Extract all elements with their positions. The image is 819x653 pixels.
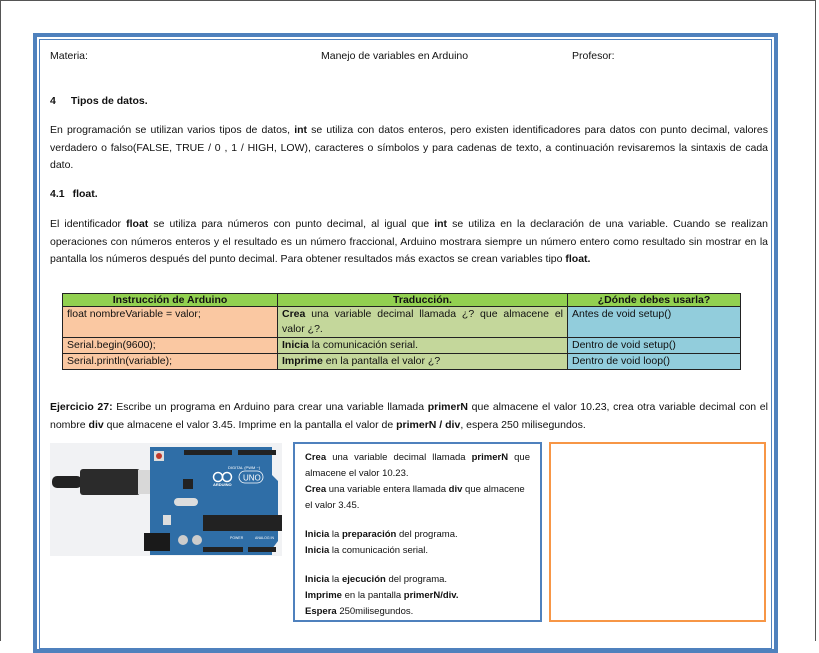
table-header-row <box>63 294 741 307</box>
document-title: Manejo de variables en Arduino <box>321 50 469 62</box>
profesor-label: Profesor: <box>572 50 615 62</box>
translation-cell: Imprime en la pantalla el valor ¿? <box>278 354 568 370</box>
materia-label: Materia: <box>50 50 88 62</box>
instruction-cell: Serial.println(variable); <box>63 354 278 370</box>
translation-cell: Crea una variable decimal llamada ¿? que almacene el valor ¿?. <box>278 307 568 338</box>
instruction-cell: Serial.begin(9600); <box>63 338 278 354</box>
digital-label: DIGITAL (PWM ~) <box>228 465 261 470</box>
table-row <box>63 307 741 338</box>
column-header: Traducción. <box>278 294 568 307</box>
where-cell: Antes de void setup() <box>568 307 741 338</box>
uno-label: UNO <box>243 473 261 483</box>
table-row <box>63 338 741 354</box>
section-41-heading: 4.1 float. <box>50 188 98 200</box>
arduino-uno-image <box>50 443 282 556</box>
column-header: Instrucción de Arduino <box>63 294 278 307</box>
steps-textbox: Crea una variable decimal llamada primerN que almacene el valor 10.23. Crea una variable entera llamada div que almacene el valor 3.45. Inicia la preparación del programa. Inicia la comunicación serial. Inicia la ejecución del programa. Imprime en la pantalla primerN/div. Espera 250milisegundos. <box>293 442 542 622</box>
instruction-cell: float nombreVariable = valor; <box>63 307 278 338</box>
table-row <box>63 354 741 370</box>
where-cell: Dentro de void setup() <box>568 338 741 354</box>
exercise-paragraph: Ejercicio 27: Escribe un programa en Arduino para crear una variable llamada primerN que almacene el valor 10.23, crea otra variable decimal con el nombre div que almacene el valor 3.45. Imprime en la pantalla el valor de primerN / div, espera 250 milisegundos. <box>50 401 768 431</box>
power-label: POWER <box>230 536 244 540</box>
analog-label: ANALOG IN <box>255 536 275 540</box>
instruction-table <box>62 293 741 370</box>
where-cell: Dentro de void loop() <box>568 354 741 370</box>
intro-paragraph: En programación se utilizan varios tipos de datos, int se utiliza con datos enteros, pero existen identificadores para datos con punto decimal, valores verdadero o falso(FALSE, TRUE / 0 , 1 / HIGH, LOW), caracteres o símbolos y para cadenas de texto, a continuación revisaremos la sintaxis de cada dato. <box>50 124 768 171</box>
answer-box <box>549 442 766 622</box>
arduino-logo: ARDUINO <box>213 482 232 487</box>
column-header: ¿Dónde debes usarla? <box>568 294 741 307</box>
float-paragraph: El identificador float se utiliza para números con punto decimal, al igual que int se utiliza en la declaración de una variable. Cuando se realizan operaciones con números enteros y el resultado es un número fraccional, Arduino mostrara siempre un número entero como resultado sin mostrar en la pantalla los números después del punto decimal. Para obtener resultados más exactos se crean variables tipo float. <box>50 218 768 265</box>
translation-cell: Inicia la comunicación serial. <box>278 338 568 354</box>
section-4-heading: 4 Tipos de datos. <box>50 95 148 107</box>
